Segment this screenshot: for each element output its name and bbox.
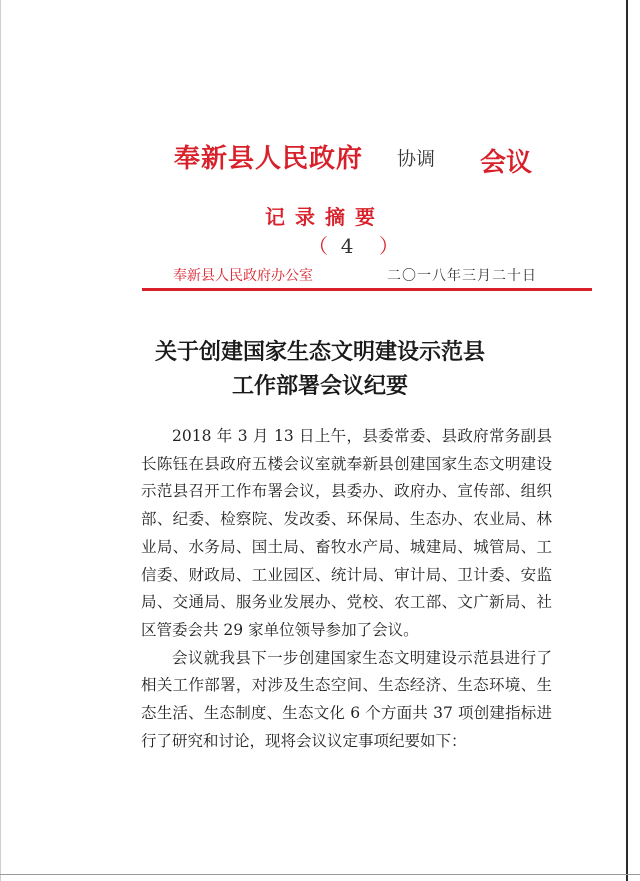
issue-number-line (308, 230, 399, 259)
scan-edge-right (626, 0, 628, 881)
document-body (141, 423, 552, 755)
issuing-office: 奉新县人民政府办公室 (173, 268, 313, 284)
scan-edge-left (0, 0, 1, 881)
document-header (0, 138, 640, 178)
issue-date: 二〇一八年三月二十日 (387, 268, 537, 284)
government-name: 奉新县人民政府 (174, 144, 364, 174)
issue-close-paren: ） (378, 234, 399, 258)
title-line-1: 关于创建国家生态文明建设示范县 (154, 339, 485, 365)
red-divider-line (142, 288, 592, 291)
issue-open-paren: （ (308, 234, 328, 258)
document-title (0, 335, 640, 403)
paragraph-2: 会议就我县下一步创建国家生态文明建设示范县进行了相关工作部署，对涉及生态空间、生态经济、生态环境、生态生活、生态制度、生态文化 6 个方面共 37 项创建指标进行了研究和讨论，现将会议议定事项纪要如下： (141, 648, 552, 750)
title-line-2: 工作部署会议纪要 (231, 373, 408, 399)
scan-edge-bottom (0, 874, 640, 875)
issue-number: 4 (340, 234, 354, 258)
paragraph-1: 2018 年 3 月 13 日上午，县委常委、县政府常务副县长陈钰在县政府五楼会议室就奉新县创建国家生态文明建设示范县召开工作布署会议，县委办、政府办、宣传部、组织部、纪委、检察院、发改委、环保局、生态办、农业局、林业局、水务局、国土局、畜牧水产局、城建局、城管局、工信委、财政局、工业园区、统计局、审计局、卫计委、安监局、交通局、服务业发展办、党校、农工部、文广新局、社区管委会共 29 家单位领导参加了会议。 (141, 427, 552, 639)
document-subtitle: 记录摘要 (265, 205, 385, 229)
meeting-word: 会议 (480, 148, 533, 178)
handwritten-meeting-type: 协调 (397, 148, 436, 170)
